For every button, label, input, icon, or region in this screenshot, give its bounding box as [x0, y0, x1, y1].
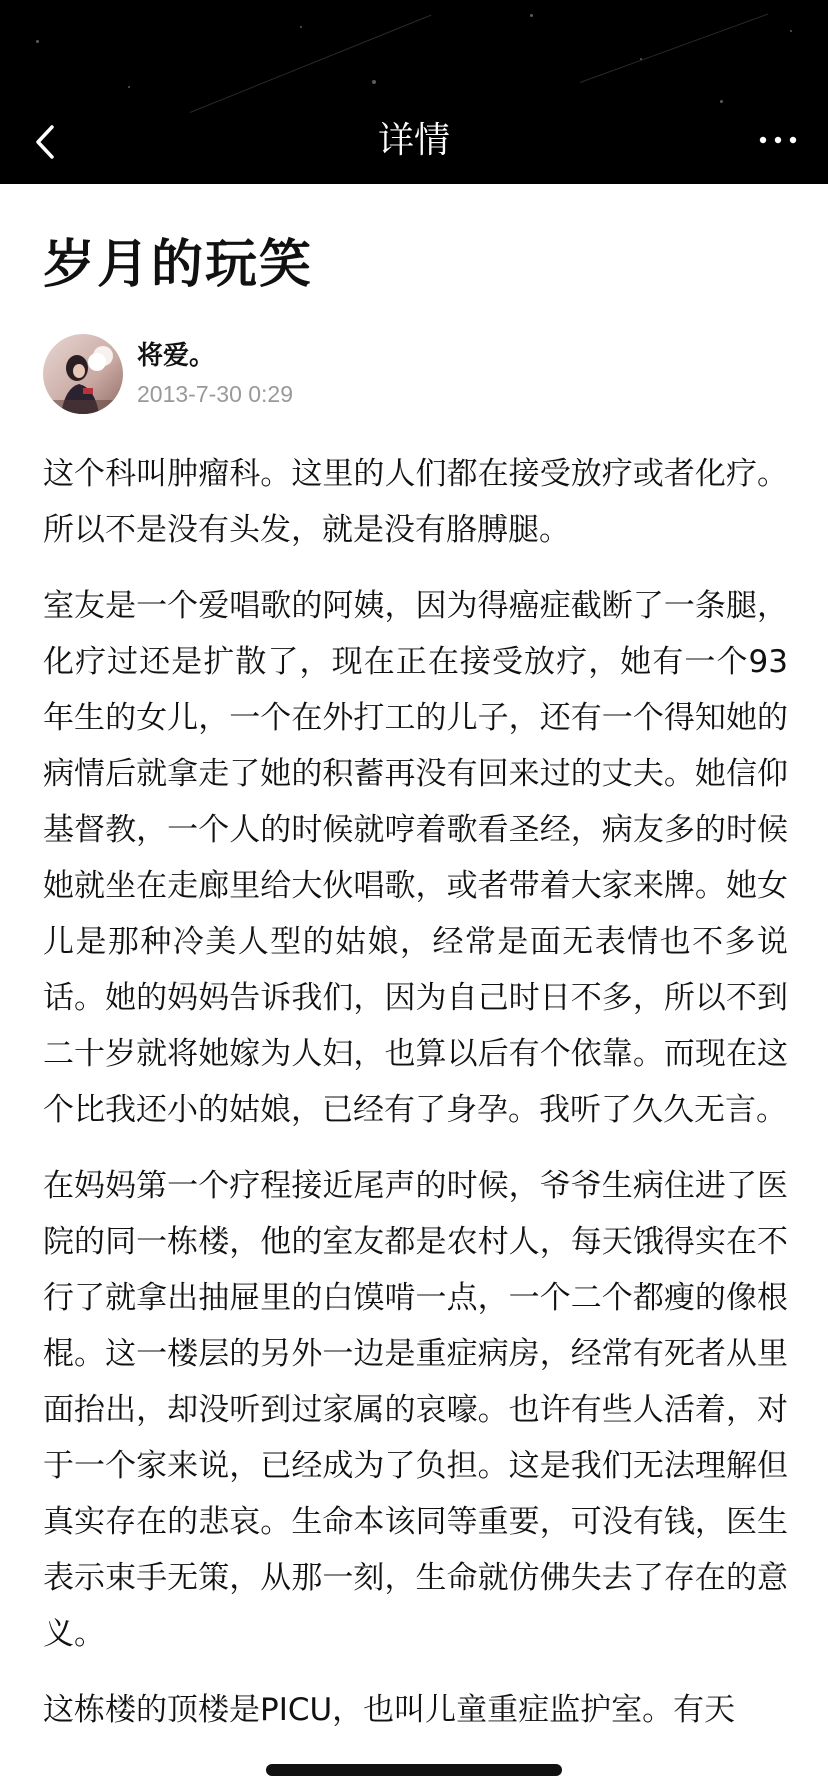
article-content — [43, 184, 788, 1738]
decor-star — [790, 30, 792, 32]
article-paragraph: 室友是一个爱唱歌的阿姨，因为得癌症截断了一条腿，化疗过还是扩散了，现在正在接受放疗，她有一个93年生的女儿，一个在外打工的儿子，还有一个得知她的病情后就拿走了她的积蓄再没有回来过的丈夫。她信仰基督教，一个人的时候就哼着歌看圣经，病友多的时候她就坐在走廊里给大伙唱歌，或者带着大家来牌。她女儿是那种冷美人型的姑娘，经常是面无表情也不多说话。她的妈妈告诉我们，因为自己时日不多，所以不到二十岁就将她嫁为人妇，也算以后有个依靠。而现在这个比我还小的姑娘，已经有了身孕。我听了久久无言。 — [43, 588, 788, 1128]
article-paragraph: 这个科叫肿瘤科。这里的人们都在接受放疗或者化疗。所以不是没有头发，就是没有胳膊腿。 — [43, 456, 788, 548]
decor-streak — [190, 15, 431, 113]
article-body — [43, 446, 788, 1738]
author-name[interactable]: 将爱。 — [137, 341, 216, 371]
nav-header — [0, 0, 828, 184]
decor-star — [720, 100, 723, 103]
article-title: 岁月的玩笑 — [43, 235, 314, 295]
decor-streak — [580, 14, 768, 83]
decor-star — [36, 40, 39, 43]
article-paragraph: 这栋楼的顶楼是PICU，也叫儿童重症监护室。有天 — [43, 1692, 736, 1728]
author-row[interactable] — [43, 334, 788, 416]
decor-star — [640, 58, 642, 60]
article-paragraph: 在妈妈第一个疗程接近尾声的时候，爷爷生病住进了医院的同一栋楼，他的室友都是农村人，每天饿得实在不行了就拿出抽屉里的白馍啃一点，一个二个都瘦的像根棍。这一楼层的另外一边是重症病房，经常有死者从里面抬出，却没听到过家属的哀嚎。也许有些人活着，对于一个家来说，已经成为了负担。这是我们无法理解但真实存在的悲哀。生命本该同等重要，可没有钱，医生表示束手无策，从那一刻，生命就仿佛失去了存在的意义。 — [43, 1168, 788, 1652]
decor-star — [530, 14, 533, 17]
decor-star — [128, 86, 130, 88]
decor-star — [372, 80, 376, 84]
more-horizontal-icon[interactable] — [758, 130, 798, 150]
post-date: 2013-7-30 0:29 — [137, 381, 294, 407]
avatar[interactable] — [43, 334, 123, 414]
decor-star — [300, 26, 302, 28]
home-indicator — [266, 1764, 562, 1776]
page-title: 详情 — [377, 120, 450, 161]
